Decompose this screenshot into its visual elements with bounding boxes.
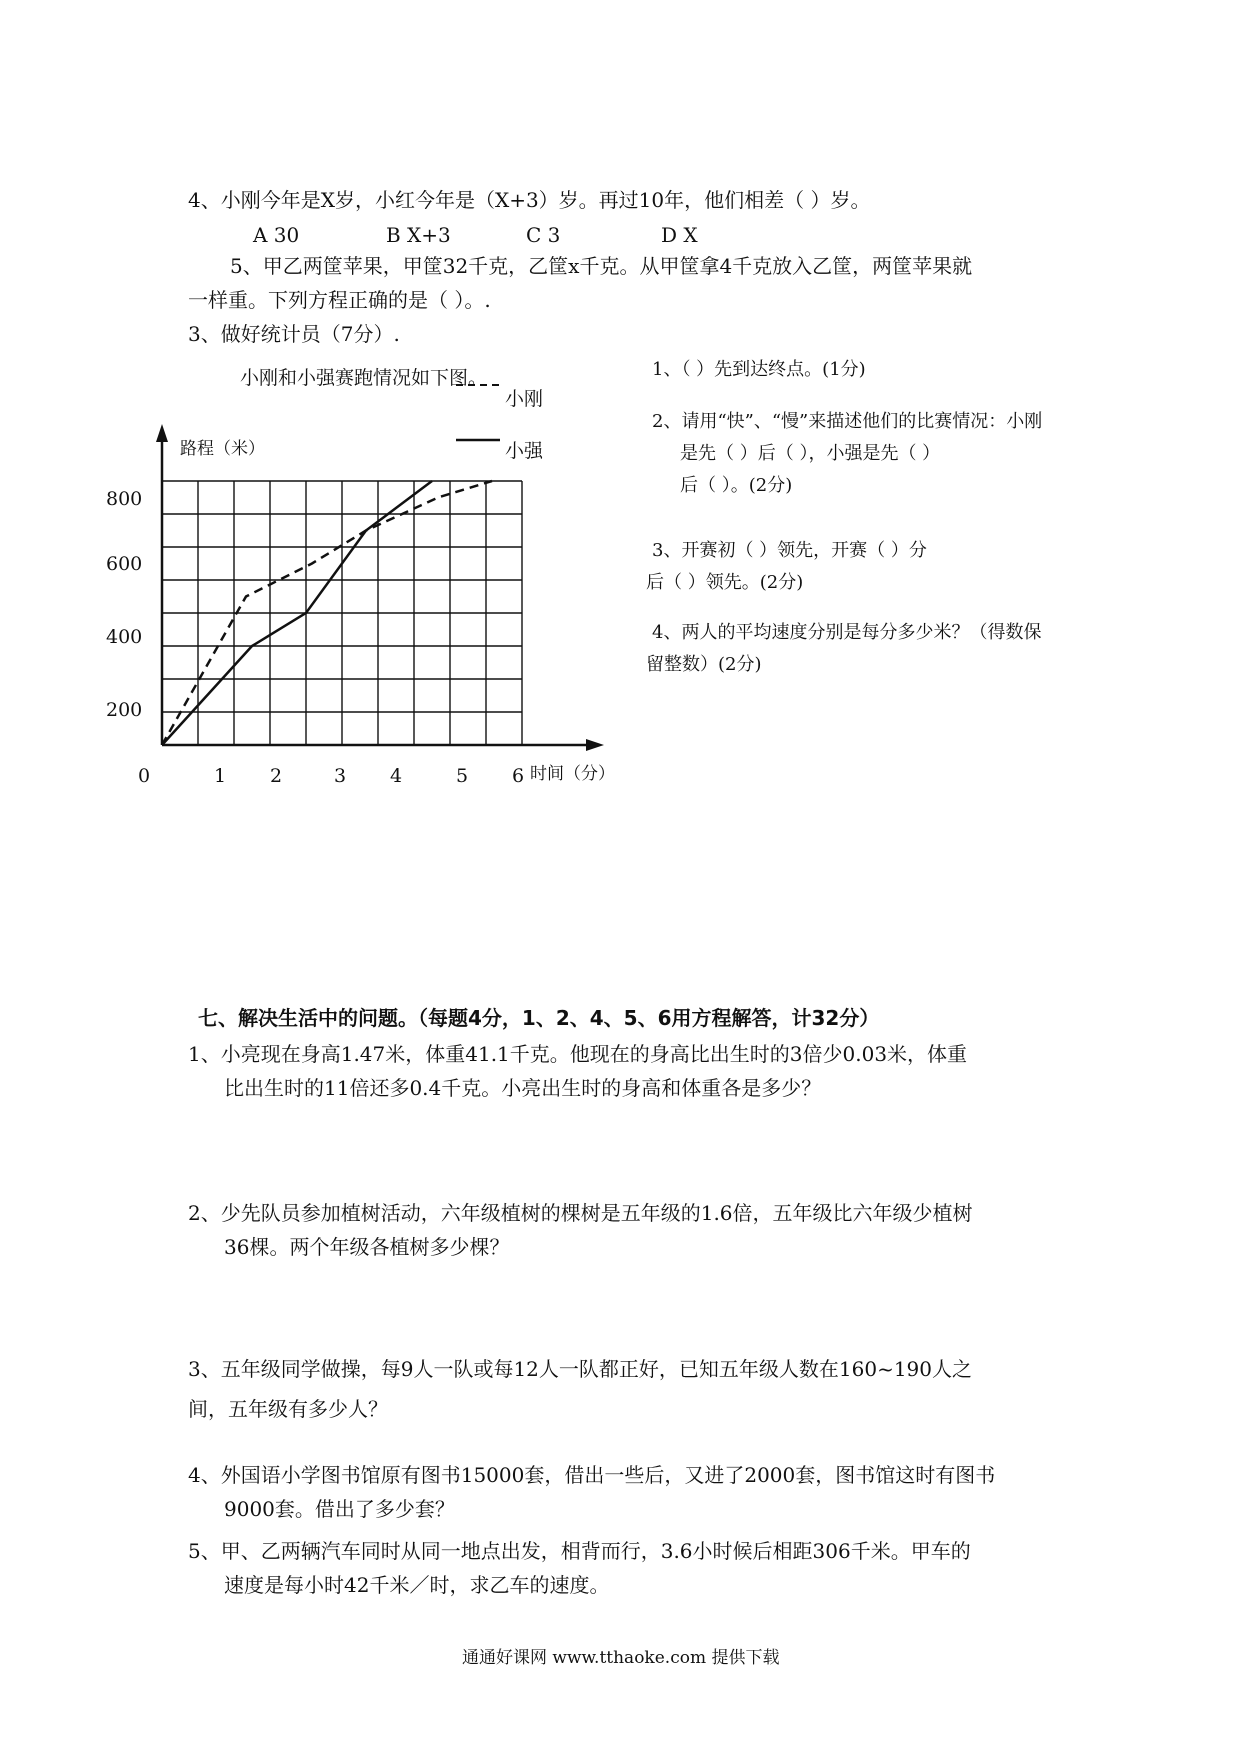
footer-credit: 通通好课网 www.tthaoke.com 提供下载: [462, 1648, 780, 1668]
problem-5-line2: 速度是每小时42千米／时，求乙车的速度。: [224, 1573, 610, 1597]
x-tick-label: 2: [270, 765, 283, 787]
problem-3-line2: 间，五年级有多少人？: [188, 1397, 388, 1421]
y-tick-label: 800: [106, 488, 143, 510]
problem-4-line1: 4、外国语小学图书馆原有图书15000套，借出一些后，又进了2000套，图书馆这时有图书: [188, 1463, 996, 1487]
section-7-title: 七、解决生活中的问题。（每题4分，1、2、4、5、6用方程解答，计32分）: [198, 1006, 880, 1030]
chart-question-2-line3: 后（ ）。(2分): [680, 475, 793, 496]
problem-4-line2: 9000套。借出了多少套？: [224, 1497, 455, 1521]
chart-question-4-line1: 4、两人的平均速度分别是每分多少米？（得数保: [652, 622, 1042, 643]
x-tick-label: 3: [334, 765, 347, 787]
y-axis-arrow: [156, 424, 168, 442]
option-c: C 3: [526, 223, 561, 247]
y-axis-label: 路程（米）: [180, 439, 265, 459]
chart-caption: 小刚和小强赛跑情况如下图。: [240, 367, 488, 389]
problem-1-line2: 比出生时的11倍还多0.4千克。小亮出生时的身高和体重各是多少？: [224, 1076, 822, 1100]
problem-1-line1: 1、小亮现在身高1.47米，体重41.1千克。他现在的身高比出生时的3倍少0.03米，体重: [188, 1042, 968, 1066]
question-5-line1: 5、甲乙两筐苹果，甲筐32千克，乙筐x千克。从甲筐拿4千克放入乙筐，两筐苹果就: [230, 254, 973, 278]
option-b: B X+3: [386, 223, 451, 247]
y-tick-label: 600: [106, 553, 143, 575]
legend-label-xiaoqiang: 小强: [505, 440, 544, 462]
chart-grid: [162, 481, 522, 745]
y-tick-label: 400: [106, 626, 143, 648]
problem-2-line1: 2、少先队员参加植树活动，六年级植树的棵树是五年级的1.6倍，五年级比六年级少植树: [188, 1201, 973, 1225]
x-tick-label: 1: [214, 765, 227, 787]
x-tick-label: 0: [138, 765, 151, 787]
problem-2-line2: 36棵。两个年级各植树多少棵？: [224, 1235, 510, 1259]
x-axis-label: 时间（分）: [530, 764, 615, 784]
problem-3-line1: 3、五年级同学做操，每9人一队或每12人一队都正好，已知五年级人数在160~190人之: [188, 1357, 973, 1381]
chart-question-2-line2: 是先（ ）后（ ），小强是先（ ）: [680, 443, 941, 464]
question-5-line2: 一样重。下列方程正确的是（ ）。.: [188, 288, 491, 312]
question-4-stem: 4、小刚今年是X岁，小红今年是（X+3）岁。再过10年，他们相差（ ）岁。: [188, 188, 871, 212]
problem-5-line1: 5、甲、乙两辆汽车同时从同一地点出发，相背而行，3.6小时候后相距306千米。甲车的: [188, 1539, 971, 1563]
chart-question-3-line1: 3、开赛初（ ）领先，开赛（ ）分: [652, 540, 927, 561]
x-tick-label: 5: [456, 765, 469, 787]
chart-question-2-line1: 2、请用“快”、“慢”来描述他们的比赛情况：小刚: [652, 411, 1043, 432]
x-axis-arrow: [586, 739, 604, 751]
chart-question-4-line2: 留整数）(2分): [646, 654, 762, 675]
section-3-title: 3、做好统计员（7分）.: [188, 322, 400, 346]
chart-question-3-line2: 后（ ）领先。(2分): [646, 572, 804, 593]
y-tick-label: 200: [106, 699, 143, 721]
legend-label-xiaogang: 小刚: [505, 388, 544, 410]
option-a: A 30: [253, 223, 300, 247]
x-tick-label: 6: [512, 765, 525, 787]
x-tick-label: 4: [390, 765, 403, 787]
option-d: D X: [661, 223, 698, 247]
chart-question-1: 1、（ ）先到达终点。(1分): [652, 359, 866, 380]
